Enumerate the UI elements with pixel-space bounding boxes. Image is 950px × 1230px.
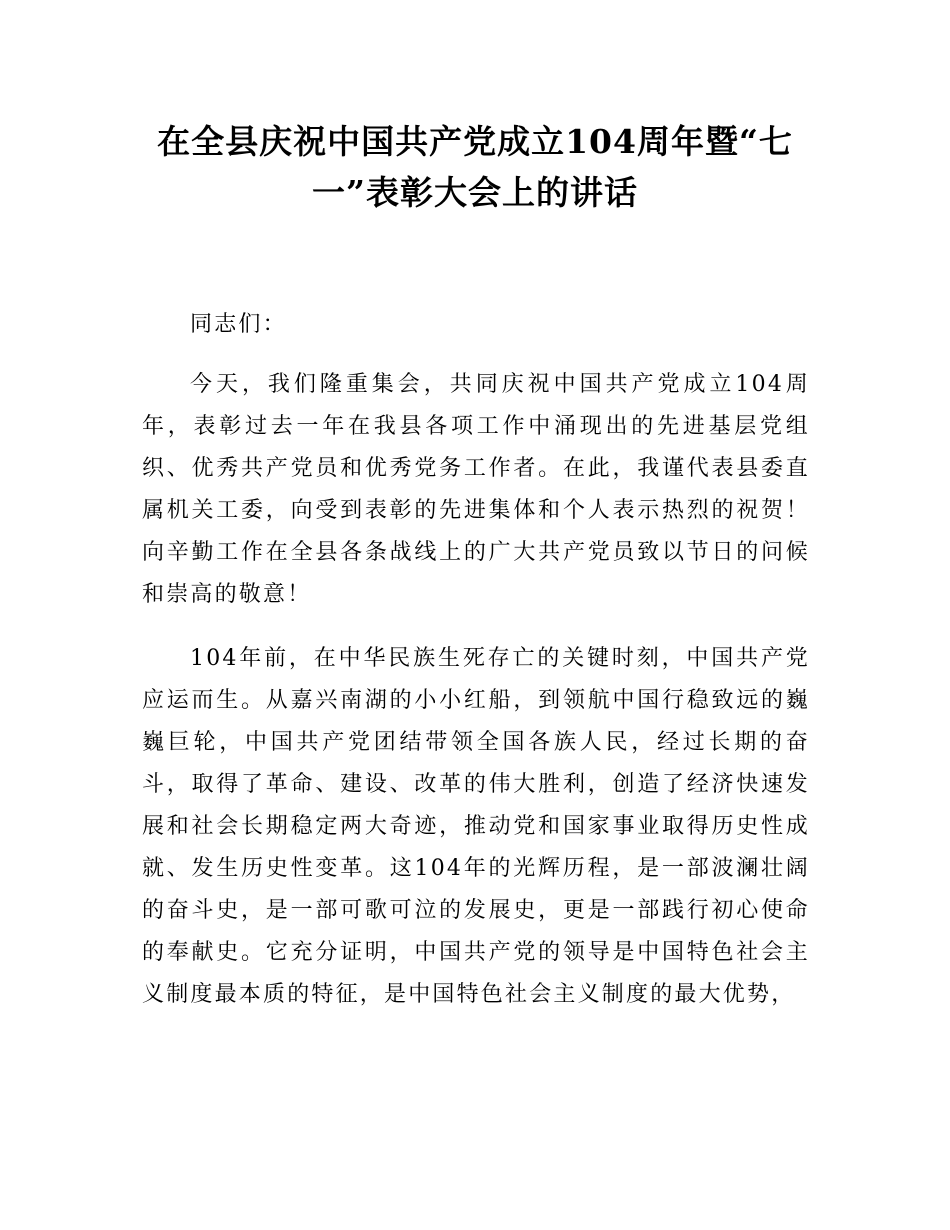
paragraph-1: 今天，我们隆重集会，共同庆祝中国共产党成立104周年，表彰过去一年在我县各项工作中涌现出的先进基层党组织、优秀共产党员和优秀党务工作者。在此，我谨代表县委直属机关工委，向受到表彰的先进集体和个人表示热烈的祝贺！向辛勤工作在全县各条战线上的广大共产党员致以节日的问候和崇高的敬意！	[142, 372, 810, 607]
document-title: 在全县庆祝中国共产党成立104周年暨“七一”表彰大会上的讲话	[157, 122, 793, 212]
salutation: 同志们：	[190, 312, 287, 337]
paragraph-2: 104年前，在中华民族生死存亡的关键时刻，中国共产党应运而生。从嘉兴南湖的小小红船，到领航中国行稳致远的巍巍巨轮，中国共产党团结带领全国各族人民，经过长期的奋斗，取得了革命、建设、改革的伟大胜利，创造了经济快速发展和社会长期稳定两大奇迹，推动党和国家事业取得历史性成就、发生历史性变革。这104年的光辉历程，是一部波澜壮阔的奋斗史，是一部可歌可泣的发展史，更是一部践行初心使命的奉献史。它充分证明，中国共产党的领导是中国特色社会主义制度最本质的特征，是中国特色社会主义制度的最大优势，	[142, 646, 810, 1007]
document-body	[142, 304, 810, 1038]
